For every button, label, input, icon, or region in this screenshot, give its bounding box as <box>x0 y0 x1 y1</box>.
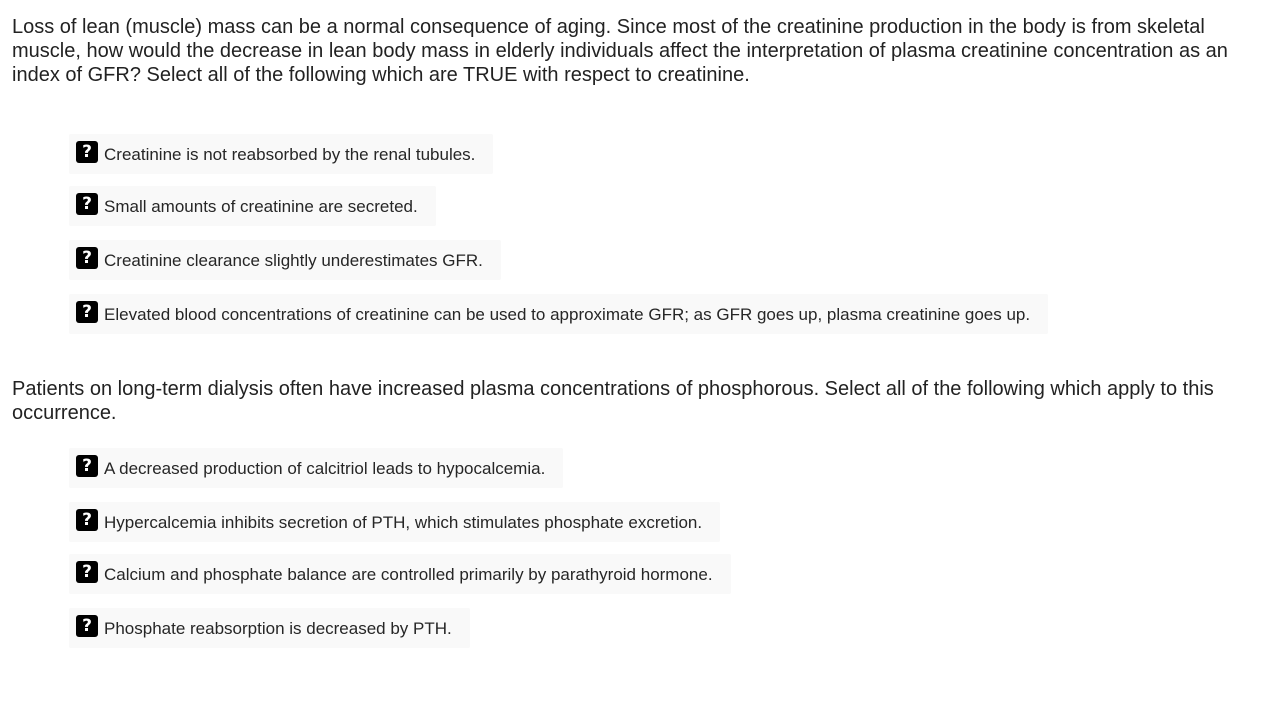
answer-option-label: Small amounts of creatinine are secreted. <box>104 197 418 216</box>
answer-option-label: Creatinine clearance slightly underestimates GFR. <box>104 251 483 270</box>
answer-option-label: Calcium and phosphate balance are controlled primarily by parathyroid hormone. <box>104 565 713 584</box>
answer-option-label: Hypercalcemia inhibits secretion of PTH, which stimulates phosphate excretion. <box>104 513 703 532</box>
question-mark-icon: ? <box>76 561 98 583</box>
answer-option[interactable] <box>69 134 493 174</box>
question-mark-icon: ? <box>76 247 98 269</box>
answer-option[interactable] <box>69 502 720 542</box>
answer-option-label: A decreased production of calcitriol leads to hypocalcemia. <box>104 459 546 478</box>
answer-option[interactable] <box>69 240 501 280</box>
answer-option-label: Phosphate reabsorption is decreased by PTH. <box>104 619 452 638</box>
question-mark-icon: ? <box>76 193 98 215</box>
answer-option[interactable] <box>69 554 731 594</box>
question-mark-icon: ? <box>76 509 98 531</box>
answer-option[interactable] <box>69 186 436 226</box>
question-mark-icon: ? <box>76 455 98 477</box>
answer-option[interactable] <box>69 448 563 488</box>
question-mark-icon: ? <box>76 301 98 323</box>
question-1-prompt: Loss of lean (muscle) mass can be a normal consequence of aging. Since most of the creatinine production in the body is from skeletal muscle, how would the decrease in lean body mass in elderly individuals affect the interpretation of plasma creatinine concentration as an index of GFR? Select all of the following which are TRUE with respect to creatinine. <box>12 16 1228 86</box>
answer-option-label: Creatinine is not reabsorbed by the renal tubules. <box>104 145 476 164</box>
question-mark-icon: ? <box>76 615 98 637</box>
answer-option[interactable] <box>69 294 1048 334</box>
question-mark-icon: ? <box>76 141 98 163</box>
answer-option-label: Elevated blood concentrations of creatinine can be used to approximate GFR; as GFR goes up, plasma creatinine goes up. <box>104 305 1031 324</box>
answer-option[interactable] <box>69 608 470 648</box>
question-2 <box>0 377 1288 425</box>
question-1 <box>0 15 1288 87</box>
question-2-prompt: Patients on long-term dialysis often have increased plasma concentrations of phosphorous. Select all of the following which apply to this occurrence. <box>12 378 1214 424</box>
